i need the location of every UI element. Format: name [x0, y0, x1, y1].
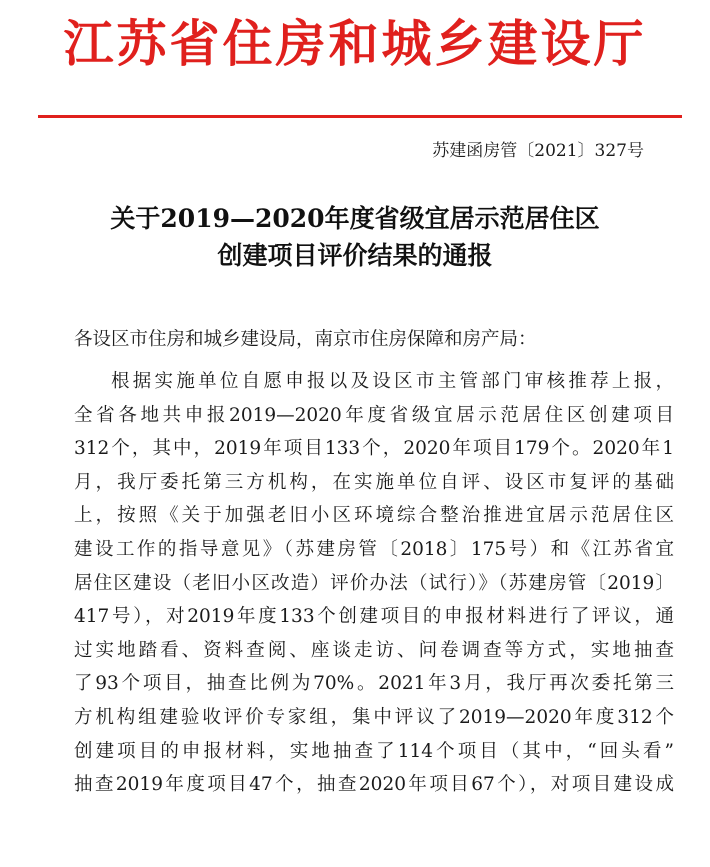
body-line: 全省各地共申报2019—2020年度省级宜居示范居住区创建项目 [74, 404, 674, 426]
body-line: 根据实施单位自愿申报以及设区市主管部门审核推荐上报， [111, 371, 674, 392]
agency-letterhead: 江苏省住房和城乡建设厅 [63, 14, 647, 73]
notice-title [0, 200, 710, 274]
salutation: 各设区市住房和城乡建设局，南京市住房保障和房产局： [74, 329, 537, 350]
body-text [74, 365, 674, 802]
body-line: 过实地踏看、资料查阅、座谈走访、问卷调查等方式，实地抽查 [74, 639, 674, 661]
body-line: 创建项目的申报材料，实地抽查了114个项目（其中，“回头看” [74, 740, 674, 762]
body-line: 312个，其中，2019年项目133个，2020年项目179个。2020年1 [74, 438, 674, 460]
notice-title-line-1: 关于2019—2020年度省级宜居示范居住区 [110, 204, 600, 233]
letterhead-divider [38, 115, 682, 118]
body-line: 抽查2019年度项目47个，抽查2020年项目67个），对项目建设成 [74, 774, 674, 796]
body-line: 建设工作的指导意见》（苏建房管〔2018〕175号）和《江苏省宜 [74, 538, 674, 560]
notice-title-line-2: 创建项目评价结果的通报 [217, 241, 493, 270]
body-line: 上，按照《关于加强老旧小区环境综合整治推进宜居示范居住区 [74, 505, 674, 527]
document-number: 苏建函房管〔2021〕327号 [432, 141, 644, 161]
body-line: 居住区建设（老旧小区改造）评价办法（试行）》（苏建房管〔2019〕 [74, 572, 674, 594]
body-line: 月，我厅委托第三方机构，在实施单位自评、设区市复评的基础 [74, 471, 674, 493]
body-line: 了93个项目，抽查比例为70%。2021年3月，我厅再次委托第三 [74, 673, 674, 695]
body-line: 方机构组建验收评价专家组，集中评议了2019—2020年度312个 [74, 706, 674, 728]
body-line: 417号），对2019年度133个创建项目的申报材料进行了评议，通 [74, 606, 674, 628]
